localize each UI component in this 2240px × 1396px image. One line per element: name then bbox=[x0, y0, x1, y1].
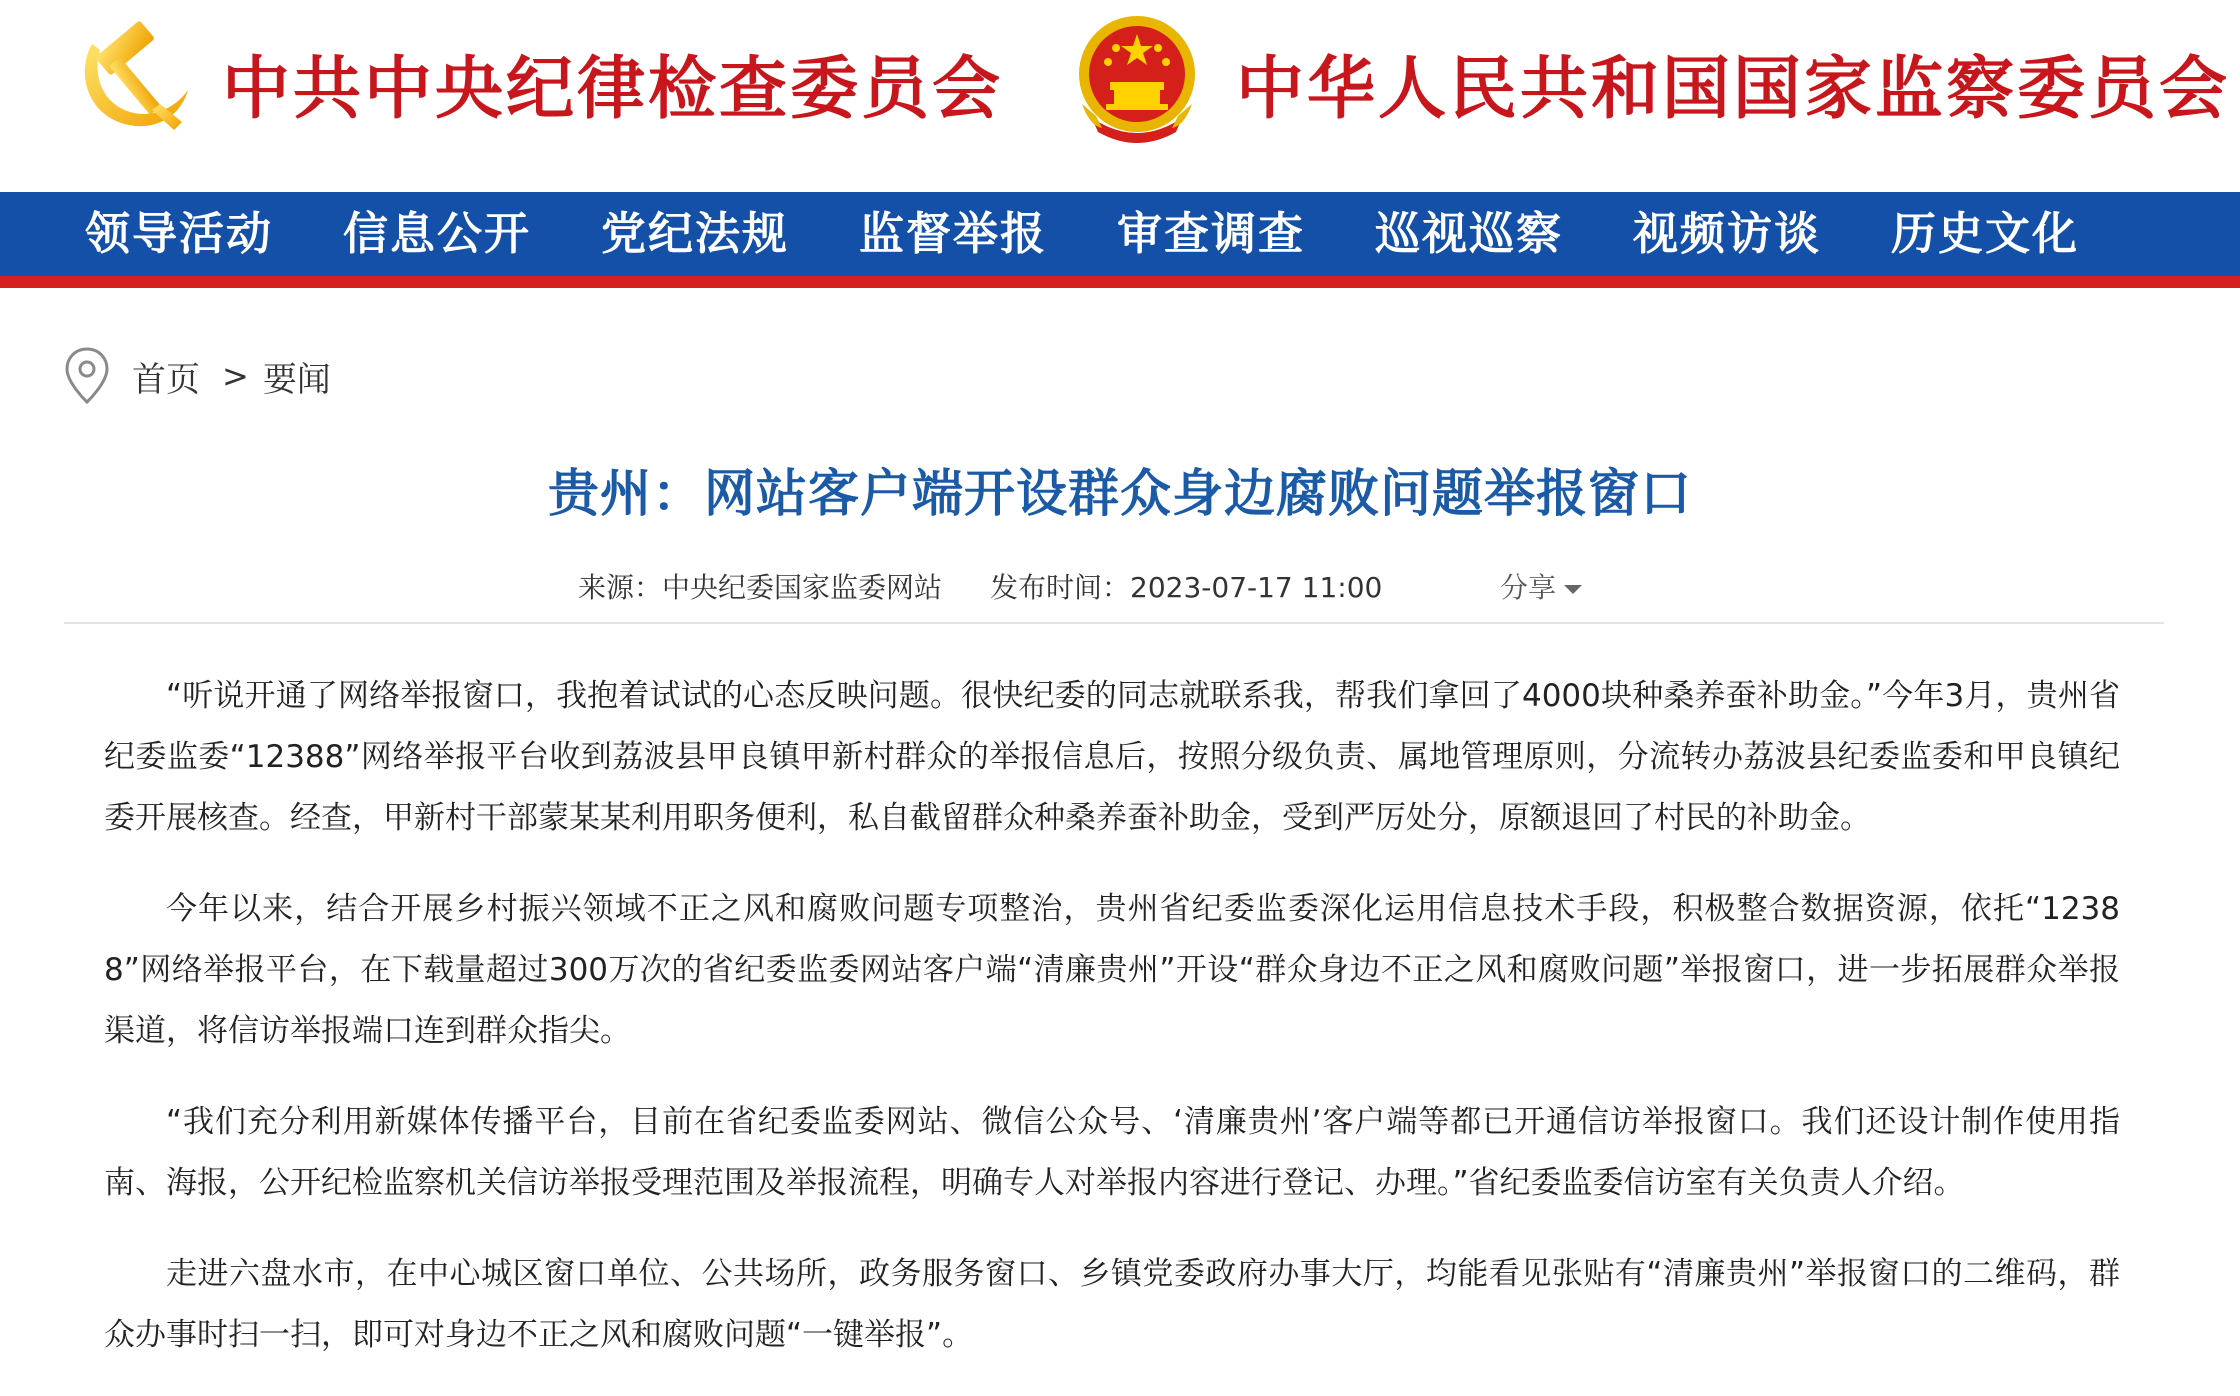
article-paragraph: “我们充分利用新媒体传播平台，目前在省纪委监委网站、微信公众号、‘清廉贵州’客户端等都已开通信访举报窗口。我们还设计制作使用指南、海报，公开纪检监察机关信访举报受理范围及举报流程，明确专人对举报内容进行登记、办理。”省纪委监委信访室有关负责人介绍。 bbox=[104, 1104, 2120, 1201]
breadcrumb bbox=[62, 344, 331, 408]
nav-item-history[interactable]: 历史文化 bbox=[1890, 207, 2079, 260]
party-emblem-icon[interactable] bbox=[70, 14, 194, 138]
nav-list bbox=[50, 192, 2114, 276]
article-title: 贵州：网站客户端开设群众身边腐败问题举报窗口 bbox=[547, 465, 1692, 524]
nav-item-inspection[interactable]: 巡视巡察 bbox=[1374, 207, 1563, 260]
article-paragraph: “听说开通了网络举报窗口，我抱着试试的心态反映问题。很快纪委的同志就联系我，帮我们拿回了4000块种桑养蚕补助金。”今年3月，贵州省纪委监委“12388”网络举报平台收到荔波县甲良镇甲新村群众的举报信息后，按照分级负责、属地管理原则，分流转办荔波县纪委监委和甲良镇纪委开展核查。经查，甲新村干部蒙某某利用职务便利，私自截留群众种桑养蚕补助金，受到严厉处分，原额退回了村民的补助金。 bbox=[104, 678, 2120, 836]
breadcrumb-current[interactable]: 要闻 bbox=[262, 359, 331, 400]
share-button[interactable] bbox=[1500, 566, 1582, 606]
cpc-discipline-commission-title[interactable]: 中共中央纪律检查委员会 bbox=[222, 49, 1004, 129]
nav-item-leadership[interactable]: 领导活动 bbox=[84, 207, 273, 260]
national-supervision-commission-title[interactable]: 中华人民共和国国家监察委员会 bbox=[1236, 49, 2231, 129]
national-emblem-icon[interactable] bbox=[1072, 8, 1202, 148]
article-body bbox=[104, 666, 2120, 1396]
nav-item-investigation[interactable]: 审查调查 bbox=[1116, 207, 1305, 260]
nav-item-reporting[interactable]: 监督举报 bbox=[858, 207, 1047, 260]
main-nav bbox=[0, 192, 2240, 276]
article-paragraph: 今年以来，结合开展乡村振兴领域不正之风和腐败问题专项整治，贵州省纪委监委深化运用信息技术手段，积极整合数据资源，依托“12388”网络举报平台，在下载量超过300万次的省纪委监委网站客户端“清廉贵州”开设“群众身边不正之风和腐败问题”举报窗口，进一步拓展群众举报渠道，将信访举报端口连到群众指尖。 bbox=[104, 891, 2120, 1049]
site-header bbox=[0, 0, 2240, 192]
nav-accent-strip bbox=[0, 276, 2240, 288]
location-pin-icon bbox=[62, 346, 112, 406]
nav-item-regulations[interactable]: 党纪法规 bbox=[600, 207, 789, 260]
article-paragraph: 走进六盘水市，在中心城区窗口单位、公共场所，政务服务窗口、乡镇党委政府办事大厅，均能看见张贴有“清廉贵州”举报窗口的二维码，群众办事时扫一扫，即可对身边不正之风和腐败问题“一键举报”。 bbox=[104, 1256, 2120, 1353]
publish-time-value: 2023-07-17 11:00 bbox=[1130, 571, 1383, 604]
publish-time-label: 发布时间： bbox=[990, 571, 1131, 604]
nav-item-video[interactable]: 视频访谈 bbox=[1632, 207, 1821, 260]
caret-down-icon bbox=[1564, 585, 1582, 594]
article-meta bbox=[0, 566, 2240, 606]
nav-item-disclosure[interactable]: 信息公开 bbox=[342, 207, 531, 260]
breadcrumb-home-link[interactable]: 首页 bbox=[132, 359, 200, 400]
article-source: 来源：中央纪委国家监委网站 bbox=[578, 571, 943, 604]
share-label: 分享 bbox=[1500, 571, 1557, 604]
meta-divider bbox=[64, 622, 2164, 624]
breadcrumb-separator: > bbox=[222, 357, 249, 395]
article-publish-time bbox=[990, 566, 1382, 606]
